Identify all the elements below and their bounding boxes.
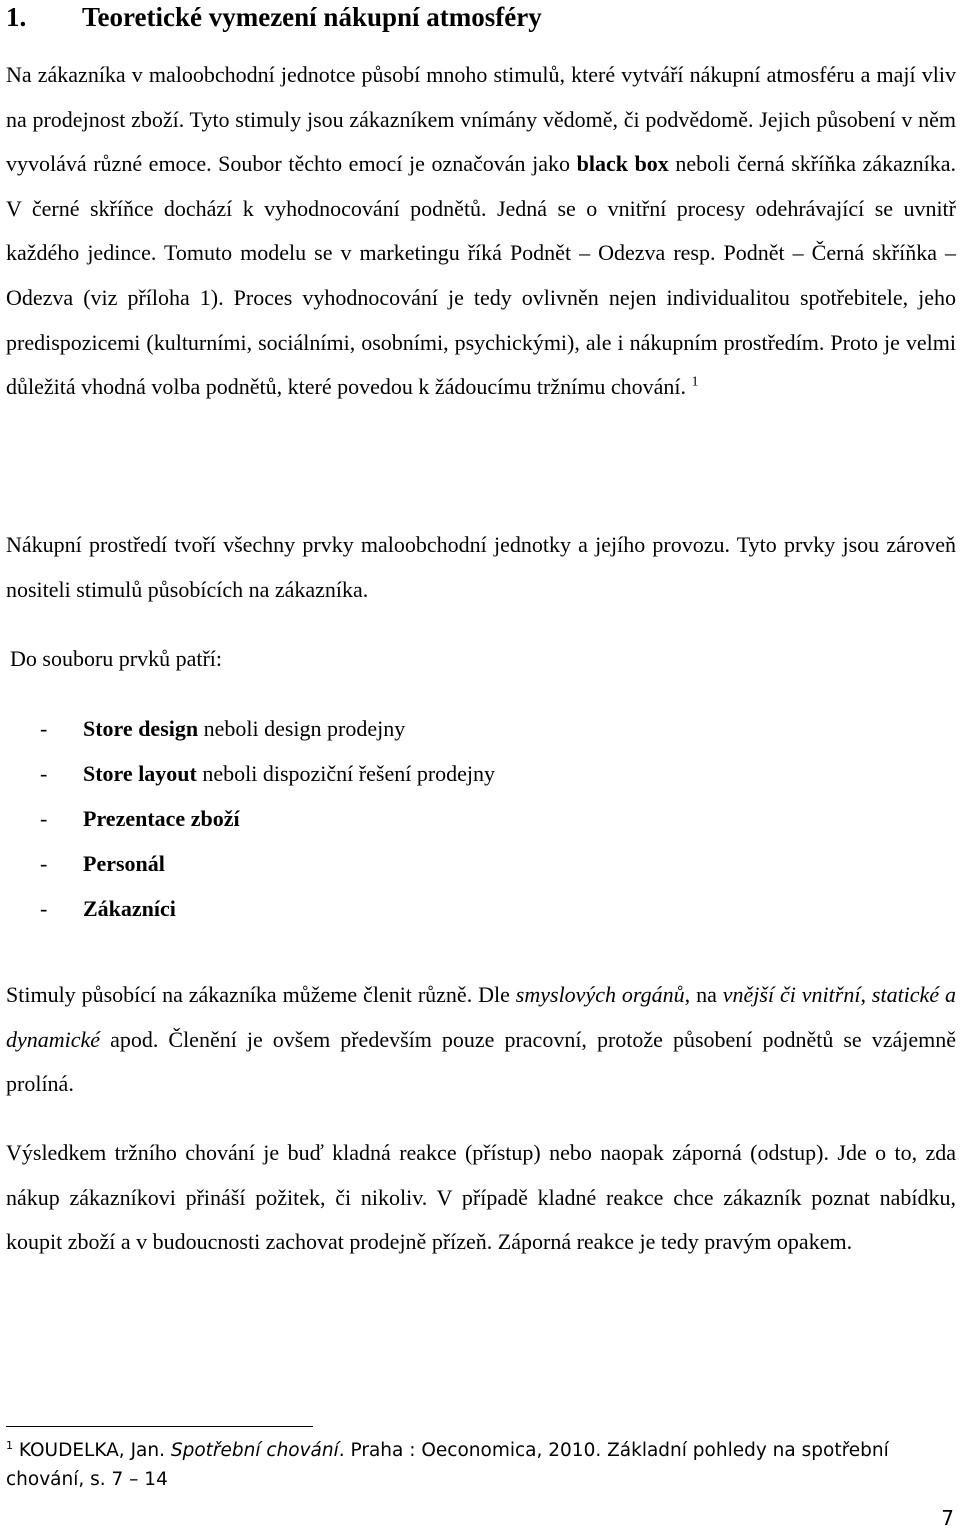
elements-list <box>40 706 495 931</box>
list-item: - Store design neboli design prodejny <box>40 716 406 741</box>
page-number: 7 <box>941 1506 954 1530</box>
paragraph-intro-text-1: Na zákazníka v maloobchodní jednotce působí mnoho stimulů, které vytváří nákupní atmosféru a mají vliv na prodejnost zboží. Tyto stimuly jsou zákazníkem vnímány vědomě, či podvědomě. Jejich působení v něm vyvolává různé emoce. Soubor těchto emocí je označován jako <box>6 62 956 177</box>
paragraph-stimuli: Stimuly působící na zákazníka můžeme členit různě. Dle smyslových orgánů, na vnější či vnitřní, statické a dynamické apod. Členění je ovšem především pouze pracovní, protože působení podnětů se vzájemně prolíná. <box>6 982 957 1097</box>
footnote-separator <box>6 1426 313 1427</box>
list-item-term: Store design <box>83 716 199 741</box>
footnote-reference[interactable]: 1 <box>691 374 699 390</box>
list-item: - Store layout neboli dispoziční řešení prodejny <box>40 761 496 786</box>
footnote-number: 1 <box>6 1438 13 1452</box>
chapter-title: Teoretické vymezení nákupní atmosféry <box>82 2 542 32</box>
footnote-book-title: Spotřební chování <box>170 1440 339 1461</box>
list-item: - Personál <box>40 851 165 876</box>
list-item-term: Personál <box>83 851 165 876</box>
paragraph-intro <box>6 53 956 410</box>
list-item-term: Store layout <box>83 761 197 786</box>
italic-term: vnější či vnitřní <box>722 982 861 1007</box>
list-item-text: neboli dispoziční řešení prodejny <box>196 761 496 786</box>
list-item-term: Prezentace zboží <box>83 806 240 831</box>
black-box-term: black box <box>576 151 669 177</box>
paragraph-result: Výsledkem tržního chování je buď kladná reakce (přístup) nebo naopak záporná (odstup). Jde o to, zda nákup zákazníkovi přináší požitek, či nikoliv. V případě kladné reakce chce zákazník poznat nabídku, koupit zboží a v budoucnosti zachovat prodejně přízeň. Záporná reakce je tedy pravým opakem. <box>6 1140 956 1255</box>
paragraph-intro-text-2: neboli černá skříňka zákazníka. V černé skříňce dochází k vyhodnocování podnětů. Jedná se o vnitřní procesy odehrávající se uvnitř každého jedince. Tomuto modelu se v marketingu říká Podnět – Odezva resp. Podnět – Černá skříňka – Odezva (viz příloha 1). Proces vyhodnocování je tedy ovlivněn nejen individualitou spotřebitele, jeho predispozicemi (kulturními, sociálními, osobními, psychickými), ale i nákupním prostředím. Proto je velmi důležitá vhodná volba podnětů, které povedou k žádoucímu tržnímu chování. <box>6 151 956 400</box>
list-item-text: neboli design prodejny <box>198 716 406 741</box>
chapter-number: 1. <box>6 2 27 32</box>
list-item: - Zákazníci <box>40 896 176 921</box>
paragraph-elements-intro: Do souboru prvků patří: <box>10 646 223 671</box>
italic-term: statické a dynamické <box>6 982 957 1052</box>
italic-term: smyslových orgánů <box>515 982 685 1007</box>
paragraph-environment: Nákupní prostředí tvoří všechny prvky maloobchodní jednotky a jejího provozu. Tyto prvky jsou zároveň nositeli stimulů působících na zákazníka. <box>6 532 956 602</box>
chapter-heading <box>6 0 542 34</box>
list-item-term: Zákazníci <box>83 896 176 921</box>
footnote: $^1$ KOUDELKA, Jan. Spotřební chování. Praha : Oeconomica, 2010. Základní pohledy na spotřební chování, s. 7 – 14 <box>6 1438 889 1490</box>
list-item: - Prezentace zboží <box>40 806 240 831</box>
